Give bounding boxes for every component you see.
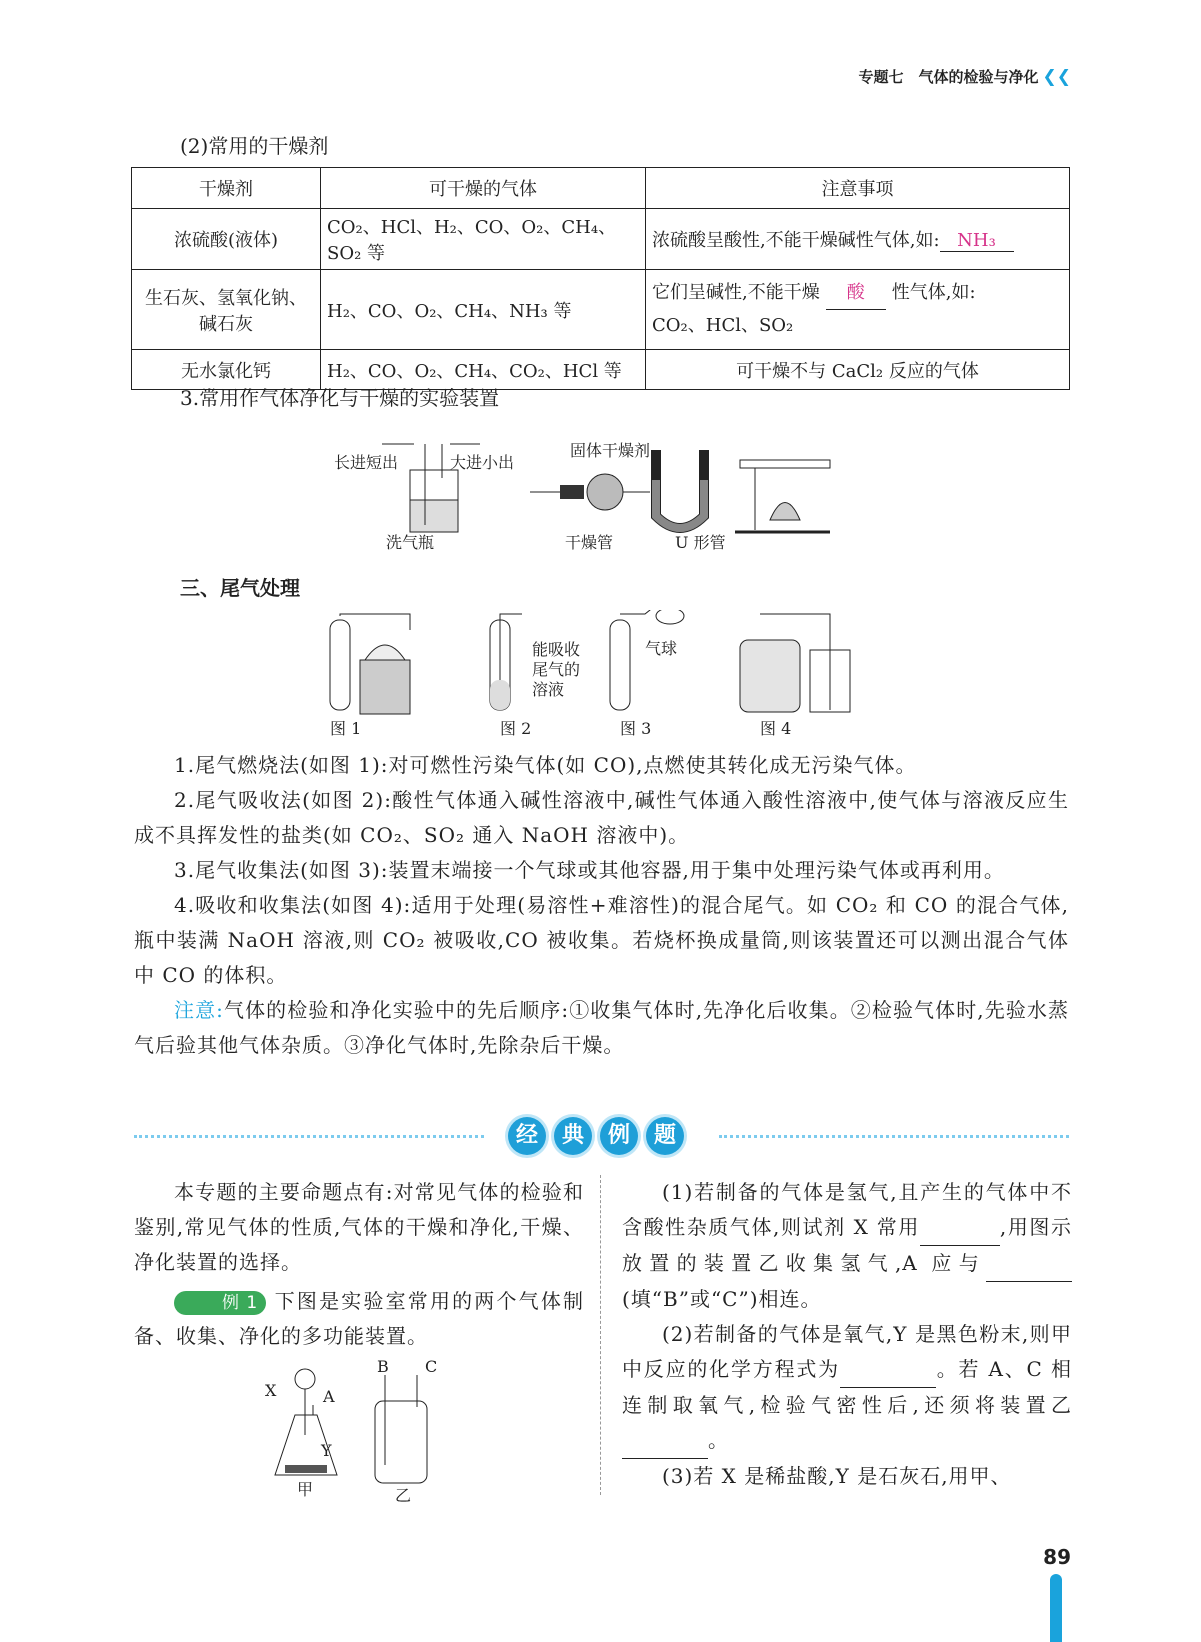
running-header: 专题七 气体的检验与净化 ❮❮: [858, 67, 1071, 87]
note-cell: 可干燥不与 CaCl₂ 反应的气体: [646, 350, 1070, 390]
note-cell: 它们呈碱性,不能干燥 酸 性气体,如: CO₂、HCl、SO₂: [646, 270, 1070, 350]
agent-cell: 无水氯化钙: [132, 350, 321, 390]
answer-blank: 酸: [826, 277, 886, 310]
gases-cell: H₂、CO、O₂、CH₄、CO₂、HCl 等: [321, 350, 646, 390]
banner-divider: [134, 1135, 484, 1138]
figure-label: 固体干燥剂: [570, 441, 651, 460]
left-column: [134, 1175, 584, 1354]
tail-gas-paragraphs: [134, 748, 1069, 1063]
figure-caption: 图 3: [620, 719, 652, 738]
paragraph: 4.吸收和收集法(如图 4):适用于处理(易溶性+难溶性)的混合尾气。如 CO₂ 和 CO 的混合气体,瓶中装满 NaOH 溶液,则 CO₂ 被吸收,CO 被收集。若烧杯换成量筒,则该装置还可以测出混合气体中 CO 的体积。: [134, 893, 1069, 987]
chevron-left-icon: ❮❮: [1042, 67, 1071, 87]
figure-caption: 图 2: [500, 719, 532, 738]
example-badge: 例 1: [174, 1291, 266, 1315]
section-banner: [134, 1115, 1069, 1159]
page-number: 89: [1043, 1545, 1071, 1569]
balloon-label: 气球: [645, 639, 678, 658]
example-paragraph: 例 1 下图是实验室常用的两个气体制备、收集、净化的多功能装置。: [134, 1289, 584, 1348]
agent-cell: 浓硫酸(液体): [132, 209, 321, 270]
figure-label: 大进小出: [450, 453, 515, 472]
page-tab: [1050, 1574, 1062, 1642]
figure-caption: 图 4: [760, 719, 792, 738]
paragraph: 3.尾气收集法(如图 3):装置末端接一个气球或其他容器,用于集中处理污染气体或再利用。: [174, 858, 1005, 882]
figure-caption: 图 1: [330, 719, 362, 738]
table-row: [132, 209, 1070, 270]
note-cell: 浓硫酸呈酸性,不能干燥碱性气体,如: NH₃: [646, 209, 1070, 270]
tail-gas-drawing: [300, 610, 900, 720]
section-title: 3.常用作气体净化与干燥的实验装置: [180, 386, 500, 410]
note-paragraph: 注意:气体的检验和净化实验中的先后顺序:①收集气体时,先净化后收集。②检验气体时,先验水蒸气后验其他气体杂质。③净化气体时,先除杂后干燥。: [134, 998, 1069, 1057]
question-2: (2)若制备的气体是氧气,Y 是黑色粉末,则甲中反应的化学方程式为 。若 A、C 相连制取氧气,检验气密性后,还须将装置乙 。: [622, 1317, 1072, 1459]
figure-caption: 洗气瓶: [386, 533, 435, 552]
col-header: 注意事项: [646, 168, 1070, 209]
banner-title: 经 典 例 题: [504, 1117, 688, 1155]
figure-caption: U 形管: [675, 533, 726, 552]
section-heading: 三、尾气处理: [180, 576, 300, 600]
gases-cell: H₂、CO、O₂、CH₄、NH₃ 等: [321, 270, 646, 350]
example-drawing: [265, 1365, 465, 1495]
answer-blank: [840, 1352, 936, 1388]
drying-agent-table: [131, 167, 1070, 390]
tail-gas-figures: [300, 610, 900, 740]
right-column: [622, 1175, 1072, 1494]
figure-caption: 干燥管: [565, 533, 614, 552]
answer-blank: [986, 1246, 1072, 1282]
banner-divider: [719, 1135, 1069, 1138]
col-header: 干燥剂: [132, 168, 321, 209]
gases-cell: CO₂、HCl、H₂、CO、O₂、CH₄、SO₂ 等: [321, 209, 646, 270]
table-header-row: [132, 168, 1070, 209]
apparatus-figure: [330, 430, 880, 550]
paragraph: 2.尾气吸收法(如图 2):酸性气体通入碱性溶液中,碱性气体通入酸性溶液中,使气体与溶液反应生成不具挥发性的盐类(如 CO₂、SO₂ 通入 NaOH 溶液中)。: [134, 788, 1069, 847]
intro-paragraph: 本专题的主要命题点有:对常见气体的检验和鉴别,常见气体的性质,气体的干燥和净化,干燥、净化装置的选择。: [134, 1180, 584, 1274]
question-3: (3)若 X 是稀盐酸,Y 是石灰石,用甲、: [662, 1464, 1012, 1488]
answer-blank: NH₃: [940, 230, 1014, 252]
figure-label: 长进短出: [334, 453, 399, 472]
example-figure: X A Y B C 甲 乙: [265, 1365, 465, 1495]
apparatus-drawing: [330, 430, 880, 540]
column-divider: [600, 1175, 601, 1495]
fig2-label: 能吸收 尾气的 溶液: [532, 640, 581, 699]
table-row: [132, 270, 1070, 350]
question-1: (1)若制备的气体是氢气,且产生的气体中不含酸性杂质气体,则试剂 X 常用 ,用图示放置的装置乙收集氢气,A 应与 (填“B”或“C”)相连。: [622, 1180, 1073, 1311]
paragraph: 1.尾气燃烧法(如图 1):对可燃性污染气体(如 CO),点燃使其转化成无污染气体。: [174, 753, 917, 777]
col-header: 可干燥的气体: [321, 168, 646, 209]
answer-blank: [920, 1210, 1000, 1246]
agent-cell: 生石灰、氢氧化钠、碱石灰: [132, 270, 321, 350]
section-title: (2)常用的干燥剂: [180, 134, 329, 158]
answer-blank: [622, 1423, 708, 1459]
